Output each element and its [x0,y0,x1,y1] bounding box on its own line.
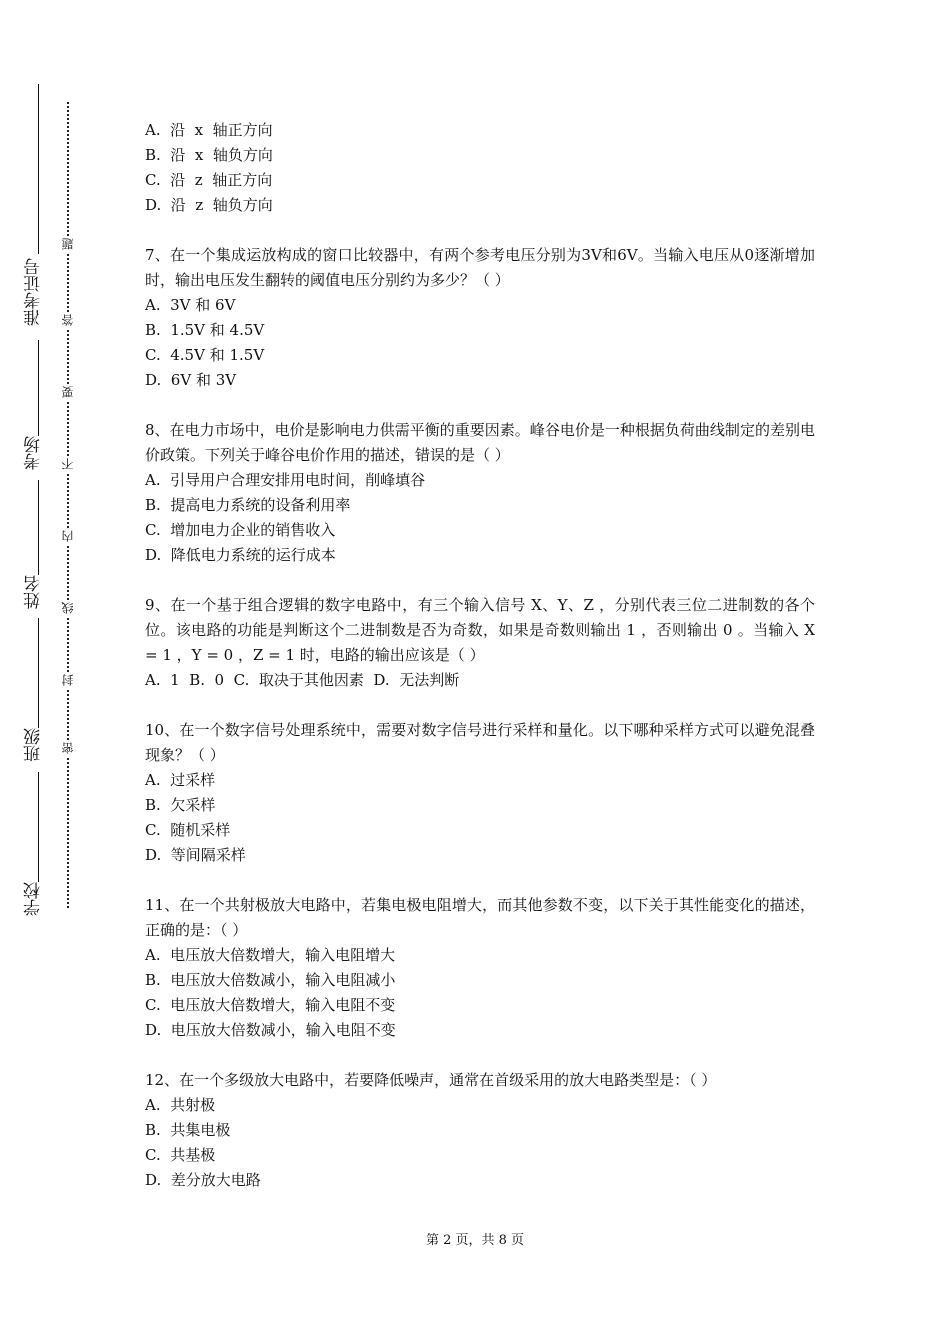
option-line: A. 共射极 [145,1096,216,1114]
binding-margin [0,0,75,1344]
question-7 [145,243,815,393]
binding-line [38,480,39,575]
option-line: B. 电压放大倍数减小，输入电阻减小 [145,971,396,989]
seal-char: 封 [58,674,78,690]
option-line: C. 随机采样 [145,821,231,839]
seal-char: 密 [58,742,78,758]
seal-char: 题 [58,238,78,254]
question-9 [145,593,815,693]
seal-char: 内 [58,530,78,546]
option-line: A. 3V 和 6V [145,296,236,314]
option-line: B. 沿 x 轴负方向 [145,146,273,164]
option-line: A. 沿 x 轴正方向 [145,121,273,139]
option-line: D. 降低电力系统的运行成本 [145,546,336,564]
option-line: C. 增加电力企业的销售收入 [145,521,336,539]
option-line: C. 沿 z 轴正方向 [145,171,273,189]
option-line: D. 等间隔采样 [145,846,246,864]
option-line: B. 欠采样 [145,796,216,814]
option-line: D. 电压放大倍数减小，输入电阻不变 [145,1021,396,1039]
question-8 [145,418,815,568]
seal-char: 要 [58,386,78,402]
binding-line [38,340,39,436]
field-school: 学校 [24,882,44,916]
question-stem: 11、在一个共射极放大电路中，若集电极电阻增大，而其他参数不变，以下关于其性能变化的描述，正确的是：（ ） [145,896,815,939]
option-line: A. 引导用户合理安排用电时间，削峰填谷 [145,471,426,489]
option-line: B. 1.5V 和 4.5V [145,321,265,339]
question-stem: 12、在一个多级放大电路中，若要降低噪声，通常在首级采用的放大电路类型是：（ ） [145,1071,717,1089]
binding-line [38,772,39,882]
question-stem: 10、在一个数字信号处理系统中，需要对数字信号进行采样和量化。以下哪种采样方式可以避免混叠现象？（ ） [145,721,815,764]
field-exam-room: 考场 [24,436,44,470]
binding-line-top [38,84,39,254]
field-exam-id: 准考证号 [24,258,44,326]
question-12 [145,1068,815,1193]
option-line: B. 共集电极 [145,1121,231,1139]
question-content [145,118,815,1193]
field-class: 班级 [24,728,44,762]
option-line: A. 1 B. 0 C. 取决于其他因素 D. 无法判断 [145,671,460,689]
previous-question-options [145,118,815,218]
binding-line [38,618,39,728]
seal-dotted-line [67,102,69,908]
question-11 [145,893,815,1043]
option-line: B. 提高电力系统的设备利用率 [145,496,351,514]
option-line: D. 沿 z 轴负方向 [145,196,273,214]
seal-char: 答 [58,314,78,330]
option-line: D. 6V 和 3V [145,371,237,389]
question-stem: 8、在电力市场中，电价是影响电力供需平衡的重要因素。峰谷电价是一种根据负荷曲线制定的差别电价政策。下列关于峰谷电价作用的描述，错误的是（ ） [145,421,815,464]
option-line: C. 共基极 [145,1146,216,1164]
question-stem: 9、在一个基于组合逻辑的数字电路中，有三个输入信号 X、Y、Z ，分别代表三位二进制数的各个位。该电路的功能是判断这个二进制数是否为奇数，如果是奇数则输出 1 ，否则输出 0 。当输入 X = 1 ，Y = 0 ，Z = 1 时，电路的输出应该是（ ） [145,596,815,664]
question-stem: 7、在一个集成运放构成的窗口比较器中，有两个参考电压分别为3V和6V。当输入电压从0逐渐增加时，输出电压发生翻转的阈值电压分别约为多少？（ ） [145,246,815,289]
field-name: 姓名 [24,575,44,609]
question-10 [145,718,815,868]
option-line: A. 过采样 [145,771,216,789]
page-footer: 第 2 页，共 8 页 [425,1233,525,1248]
option-line: D. 差分放大电路 [145,1171,261,1189]
option-line: A. 电压放大倍数增大，输入电阻增大 [145,946,396,964]
seal-char: 线 [58,602,78,618]
option-line: C. 电压放大倍数增大，输入电阻不变 [145,996,396,1014]
option-line: C. 4.5V 和 1.5V [145,346,265,364]
seal-char: 不 [58,458,78,474]
